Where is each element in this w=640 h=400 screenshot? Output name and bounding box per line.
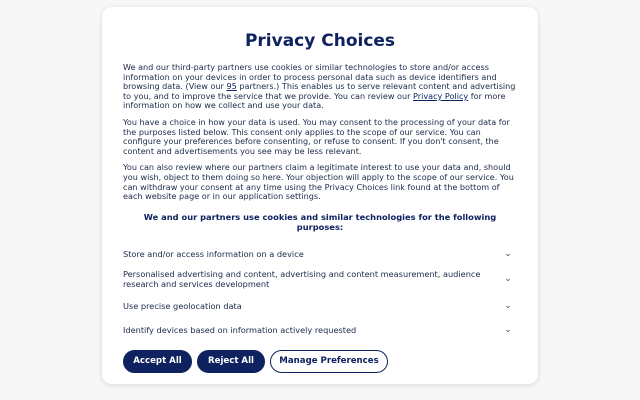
intro-text-start: We and our third-party partners use cookies or similar technologies to store and/or access information on your devices in order to process personal data such as device identifiers and browsing data. (View our [123,62,497,92]
purpose-item-geolocation[interactable] [123,296,517,316]
accept-all-button[interactable]: Accept All [123,350,192,373]
intro-text-end: for more information on how we collect and use your data. [123,90,506,111]
purpose-label: Identify devices based on information actively requested [123,324,357,335]
privacy-choices-dialog [102,7,538,384]
consent-paragraph: You have a choice in how your data is used. You may consent to the processing of your data for the purposes listed below. This consent only applies to the scope of our service. You can configure your preferences before consenting, or refuse to consent. If you don't consent, the content and advertisements you see may be less relevant. [123,116,510,156]
reject-all-button[interactable]: Reject All [197,350,265,373]
purpose-label: Store and/or access information on a device [123,248,304,259]
intro-paragraph [123,63,517,111]
dialog-actions [123,350,517,373]
manage-preferences-button[interactable]: Manage Preferences [270,350,388,373]
intro-text-middle: partners.) This enables us to serve relevant content and advertising to you, and to improve the service that we provide. You can review our [123,81,516,101]
purposes-heading: We and our partners use cookies and similar technologies for the following purposes: [143,211,497,232]
purpose-item-personalised-advertising[interactable] [123,267,517,291]
legitimate-interest-paragraph: You can also review where our partners claim a legitimate interest to use your data and, should you wish, object to them doing so here. Your objection will apply to the scope of our service. You can withdraw your consent at any time using the Privacy Choices link found at the bottom of each website page or in our application settings. [123,162,514,202]
privacy-policy-link[interactable]: Privacy Policy [413,90,469,101]
chevron-down-icon[interactable]: ⌄ [504,300,512,311]
purpose-item-identify-devices[interactable] [123,320,517,340]
chevron-down-icon[interactable]: ⌄ [504,324,512,335]
purpose-label: Use precise geolocation data [123,300,242,311]
chevron-down-icon[interactable]: ⌄ [504,273,512,284]
purpose-label: Personalised advertising and content, advertising and content measurement, audience research and services development [123,268,481,289]
dialog-title: Privacy Choices [244,31,396,51]
chevron-down-icon[interactable]: ⌄ [504,248,512,259]
purpose-item-store-access[interactable] [123,244,517,264]
partners-count-link[interactable]: 95 [226,81,237,92]
